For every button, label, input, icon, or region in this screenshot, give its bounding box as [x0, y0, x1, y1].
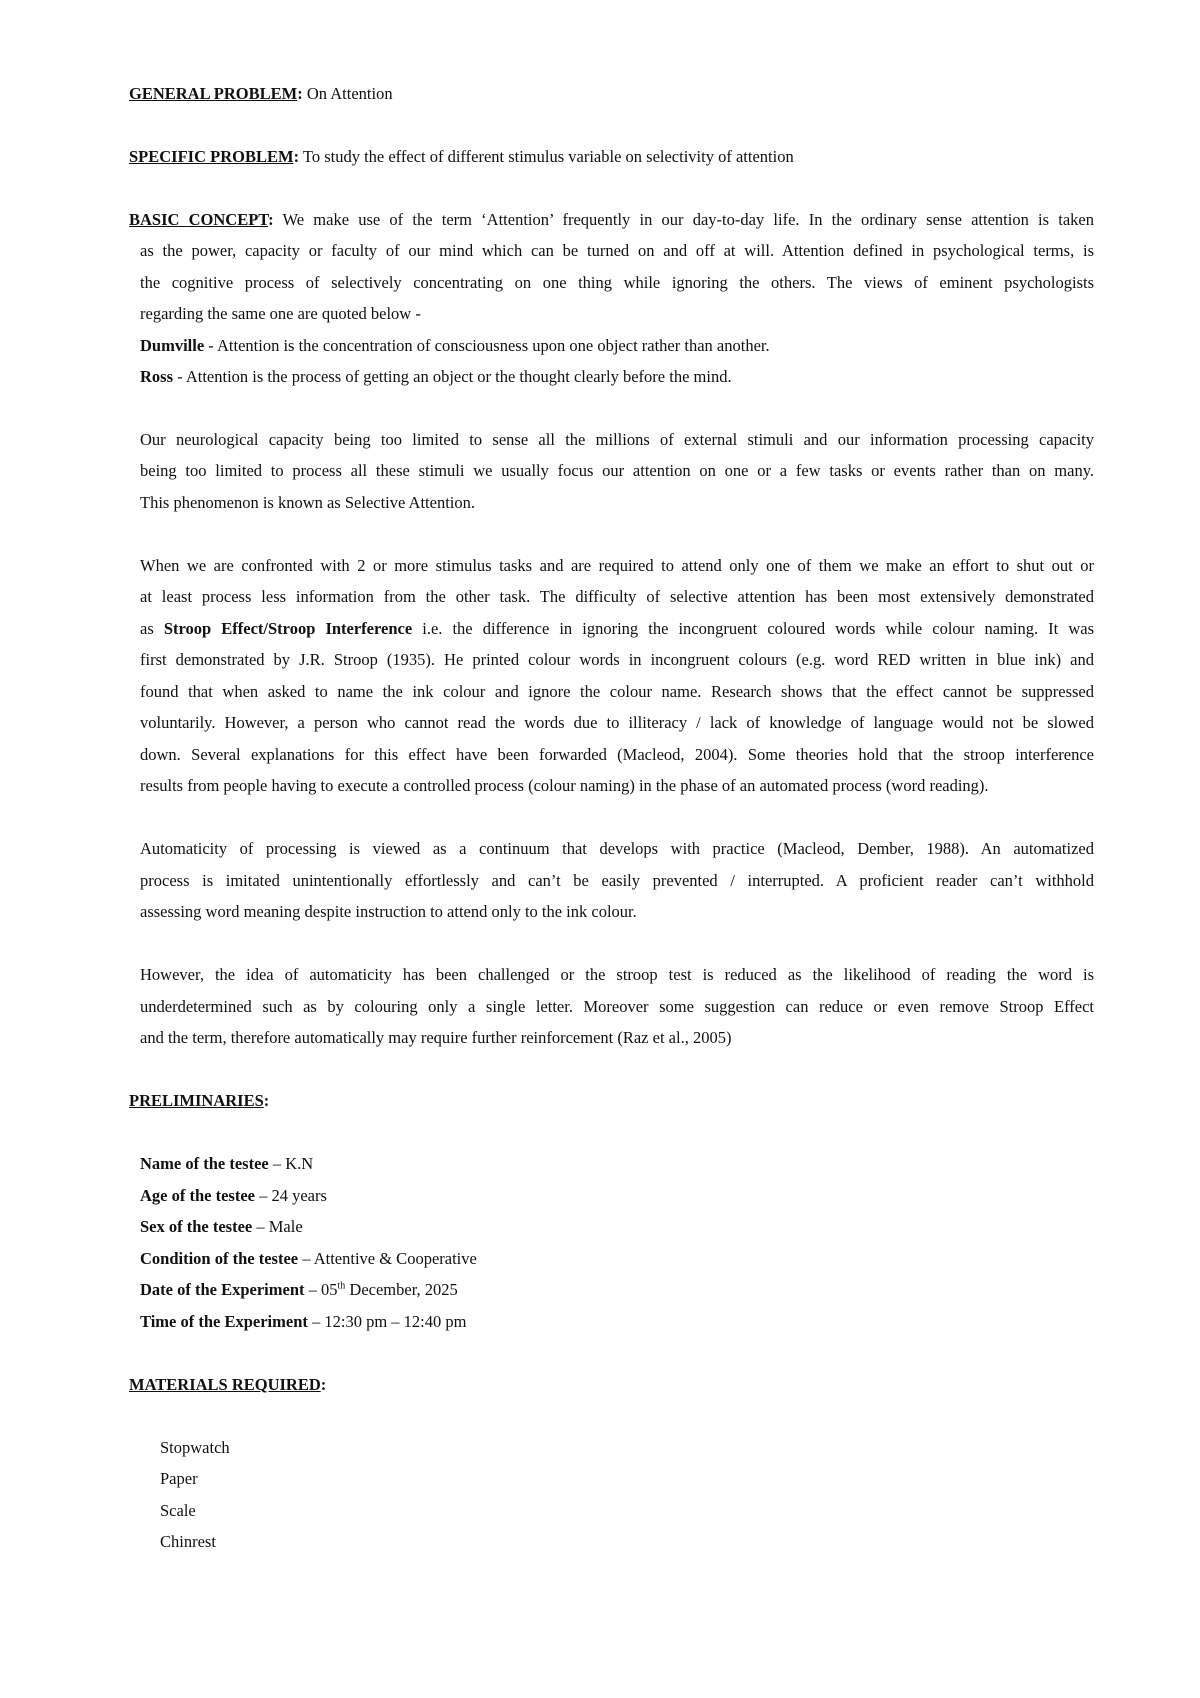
stroop-paragraph-line-8: results from people having to execute a controlled process (colour naming) in the phase of an automated process (word reading). [140, 776, 989, 795]
ross-text: - Attention is the process of getting an object or the thought clearly before the mind. [173, 367, 732, 386]
experiment-date-sup: th [337, 1280, 346, 1292]
general-problem-colon: : [297, 84, 303, 103]
preliminaries-colon: : [263, 1091, 270, 1110]
general-problem-line [129, 84, 393, 104]
basic-concept-line-3: the cognitive process of selectively concentrating on one thing while ignoring the others. The views of eminent psychologists [140, 273, 1094, 292]
materials-heading [129, 1375, 326, 1395]
stroop-line-3-pre: as [140, 619, 164, 638]
stroop-paragraph-line-2: at least process less information from the other task. The difficulty of selective attention has been most extensively demonstrated [140, 587, 1094, 606]
experiment-date-value-post: December, 2025 [345, 1280, 458, 1299]
specific-problem-colon: : [293, 147, 300, 166]
experiment-time-row [140, 1312, 466, 1332]
testee-condition-label: Condition of the testee [140, 1249, 299, 1268]
however-paragraph-line-2: underdetermined such as by colouring only a single letter. Moreover some suggestion can reduce or even remove Stroop Effect [140, 997, 1094, 1016]
testee-age-label: Age of the testee [140, 1186, 255, 1205]
selective-paragraph-line-2: being too limited to process all these stimuli we usually focus our attention on one or a few tasks or events rather than on many. [140, 461, 1094, 480]
experiment-time-label: Time of the Experiment [140, 1312, 308, 1331]
stroop-paragraph-line-1: When we are confronted with 2 or more stimulus tasks and are required to attend only one of them we make an effort to shut out or [140, 556, 1094, 575]
stroop-paragraph-line-7: down. Several explanations for this effect have been forwarded (Macleod, 2004). Some theories hold that the stroop interference [140, 745, 1094, 764]
stroop-paragraph-line-6: voluntarily. However, a person who cannot read the words due to illiteracy / lack of knowledge of language would not be slowed [140, 713, 1094, 732]
automaticity-paragraph-line-1: Automaticity of processing is viewed as a continuum that develops with practice (Macleod, Dember, 1988). An automatized [140, 839, 1094, 858]
testee-name-row [140, 1154, 313, 1174]
dumville-text: - Attention is the concentration of consciousness upon one object rather than another. [204, 336, 770, 355]
dumville-name: Dumville [140, 336, 205, 355]
selective-paragraph-line-3: This phenomenon is known as Selective Attention. [140, 493, 475, 512]
dumville-quote [140, 336, 770, 356]
however-paragraph-line-1: However, the idea of automaticity has been challenged or the stroop test is reduced as the likelihood of reading the word is [140, 965, 1094, 984]
ross-quote [140, 367, 732, 387]
specific-problem-line [129, 147, 794, 167]
selective-paragraph-line-1: Our neurological capacity being too limited to sense all the millions of external stimuli and our information processing capacity [140, 430, 1094, 449]
material-item: Chinrest [160, 1532, 216, 1551]
basic-concept-text-1: We make use of the term ‘Attention’ frequently in our day-to-day life. In the ordinary sense attention is taken [273, 210, 1094, 229]
stroop-paragraph-line-4: first demonstrated by J.R. Stroop (1935). He printed colour words in incongruent colours (e.g. word RED written in blue ink) and [140, 650, 1094, 669]
materials-label: MATERIALS REQUIRED [129, 1375, 321, 1394]
automaticity-paragraph-line-3: assessing word meaning despite instruction to attend only to the ink colour. [140, 902, 637, 921]
testee-age-row [140, 1186, 327, 1206]
experiment-date-label: Date of the Experiment [140, 1280, 305, 1299]
preliminaries-label: PRELIMINARIES [129, 1091, 264, 1110]
experiment-time-value: – 12:30 pm – 12:40 pm [307, 1312, 467, 1331]
materials-colon: : [320, 1375, 327, 1394]
stroop-effect-term: Stroop Effect/Stroop Interference [163, 619, 413, 638]
testee-sex-row [140, 1217, 303, 1237]
material-item: Paper [160, 1469, 198, 1488]
testee-sex-label: Sex of the testee [140, 1217, 253, 1236]
specific-problem-label: SPECIFIC PROBLEM [129, 147, 294, 166]
material-item: Stopwatch [160, 1438, 230, 1457]
testee-name-value: – K.N [268, 1154, 314, 1173]
basic-concept-line-1 [129, 210, 1094, 230]
testee-sex-value: – Male [252, 1217, 303, 1236]
however-paragraph-line-3: and the term, therefore automatically may require further reinforcement (Raz et al., 2005) [140, 1028, 732, 1047]
preliminaries-heading [129, 1091, 269, 1111]
testee-age-value: – 24 years [254, 1186, 327, 1205]
general-problem-value: On Attention [302, 84, 393, 103]
experiment-date-value-pre: – 05 [304, 1280, 338, 1299]
stroop-paragraph-line-3 [140, 619, 1094, 639]
testee-name-label: Name of the testee [140, 1154, 269, 1173]
basic-concept-line-2: as the power, capacity or faculty of our mind which can be turned on and off at will. Attention defined in psychological terms, is [140, 241, 1094, 260]
specific-problem-value: To study the effect of different stimulus variable on selectivity of attention [299, 147, 794, 166]
stroop-line-3-post: i.e. the difference in ignoring the incongruent coloured words while colour naming. It was [412, 619, 1094, 638]
experiment-date-row [140, 1280, 458, 1300]
automaticity-paragraph-line-2: process is imitated unintentionally effortlessly and can’t be easily prevented / interrupted. A proficient reader can’t withhold [140, 871, 1094, 890]
ross-name: Ross [140, 367, 174, 386]
basic-concept-colon: : [268, 210, 274, 229]
stroop-paragraph-line-5: found that when asked to name the ink colour and ignore the colour name. Research shows that the effect cannot be suppressed [140, 682, 1094, 701]
testee-condition-row [140, 1249, 477, 1269]
basic-concept-label: BASIC CONCEPT [129, 210, 269, 229]
general-problem-label: GENERAL PROBLEM [129, 84, 298, 103]
testee-condition-value: – Attentive & Cooperative [298, 1249, 477, 1268]
basic-concept-line-4: regarding the same one are quoted below - [140, 304, 421, 323]
material-item: Scale [160, 1501, 196, 1520]
